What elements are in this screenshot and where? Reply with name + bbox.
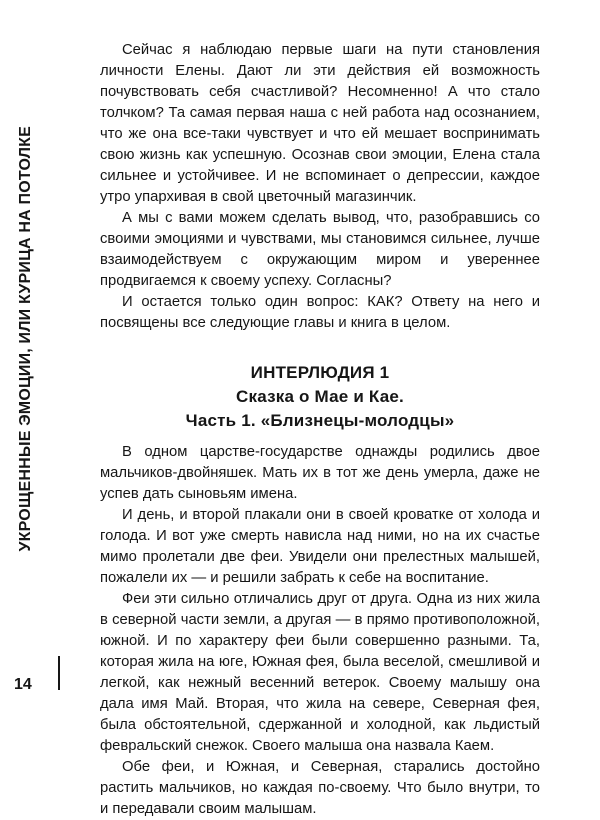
paragraph: И день, и второй плакали они в своей кроватке от холода и голода. И вот уже смерть нависла над ними, но на их счастье мимо пролетали две феи. Увидели они прелестных малышей, пожалели их — и решили забрать к себе на воспитание.	[100, 507, 540, 586]
heading-line-interlude: ИНТЕРЛЮДИЯ 1	[250, 363, 390, 382]
paragraph: В одном царстве-государстве однажды родились двое мальчиков-двойняшек. Мать их в тот же день умерла, даже не успев дать сыновьям имена.	[100, 444, 540, 502]
page-number: 14	[14, 676, 32, 693]
paragraph: Феи эти сильно отличались друг от друга. Одна из них жила в северной части земли, а другая — в прямо противоположной, южной. И по характеру феи были совершенно разными. Та, которая жила на юге, Южная фея, была веселой, смешливой и легкой, как нежный весенний ветерок. Своему малышу она дала имя Май. Вторая, что жила на севере, Северная фея, была обстоятельной, сдержанной и холодной, как льдистый февральский снежок. Своего малыша она назвала Каем.	[100, 591, 540, 754]
paragraph: Сейчас я наблюдаю первые шаги на пути становления личности Елены. Дают ли эти действия ей возможность почувствовать себя счастливой? Несомненно! А что стало толчком? Та самая первая наша с ней работа над осознанием, что же она все-таки чувствует и что ей мешает воспринимать свою жизнь как успешную. Осознав свои эмоции, Елена стала сильнее и устойчивее. И не вспоминает о депрессии, каждое утро упархивая в свой цветочный магазинчик.	[100, 42, 540, 205]
running-header	[6, 44, 46, 634]
section-heading	[100, 361, 540, 433]
paragraph: Обе феи, и Южная, и Северная, старались достойно растить мальчиков, но каждая по-своему. Что было внутри, то и передавали своим малышам.	[100, 759, 540, 817]
paragraph: А мы с вами можем сделать вывод, что, разобравшись со своими эмоциями и чувствами, мы становимся сильнее, лучше взаимодействуем с окружающим миром и увереннее продвигаемся к своему успеху. Согласны?	[100, 210, 540, 289]
page-number-rule	[58, 656, 60, 690]
book-title: УКРОЩЕННЫЕ ЭМОЦИИ, ИЛИ КУРИЦА НА ПОТОЛКЕ	[17, 126, 34, 552]
heading-line-part-title: Часть 1. «Близнецы-молодцы»	[185, 411, 455, 430]
heading-line-tale-title: Сказка о Мае и Кае.	[236, 387, 404, 406]
page-body	[100, 40, 540, 820]
paragraph: И остается только один вопрос: КАК? Ответу на него и посвящены все следующие главы и книга в целом.	[100, 294, 540, 331]
